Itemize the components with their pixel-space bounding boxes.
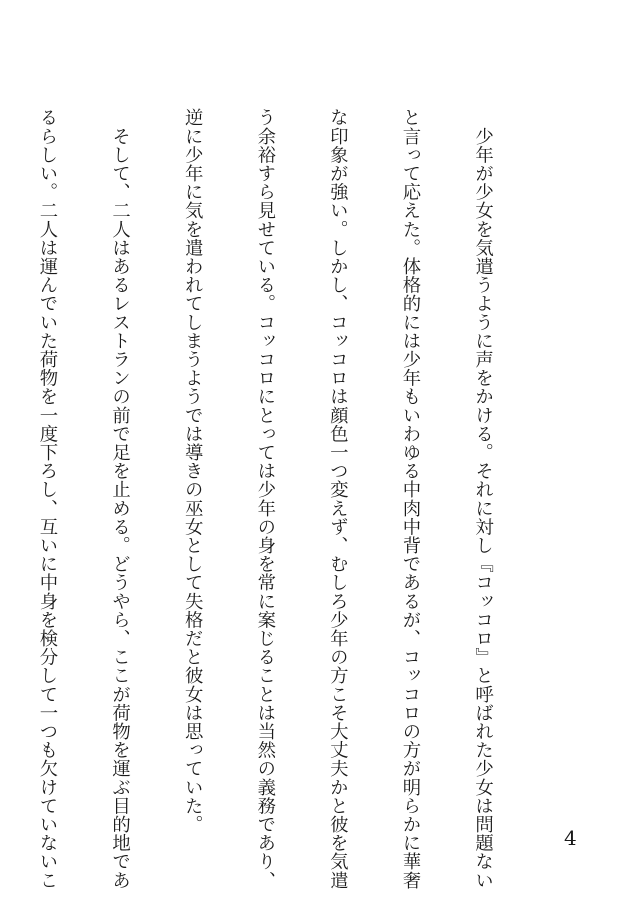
vertical-text-body — [0, 108, 543, 890]
text-column: 逆に少年に気を遣われてしまうようでは導きの巫女として失格だと彼女は思っていた。 — [182, 108, 204, 834]
text-column: と言って応えた。体格的には少年もいわゆる中肉中背であるが、コッコロの方が明らかに華奢 — [399, 108, 421, 890]
page-number: 4 — [564, 826, 577, 850]
text-column: な印象が強い。しかし、コッコロは顔色一つ変えず、むしろ少年の方こそ大丈夫かと彼を気遣 — [327, 108, 349, 890]
text-column: そして、二人はあるレストランの前で足を止める。どうやら、ここが荷物を運ぶ目的地であ — [109, 108, 131, 890]
text-column: 少年が少女を気遣うように声をかける。それに対し『コッコロ』と呼ばれた少女は問題ない — [472, 108, 494, 890]
text-column: るらしい。二人は運んでいた荷物を一度下ろし、互いに中身を検分して一つも欠けていないこ — [36, 108, 58, 890]
text-column: う余裕すら見せている。コッコロにとっては少年の身を常に案じることは当然の義務であり、 — [254, 108, 276, 890]
